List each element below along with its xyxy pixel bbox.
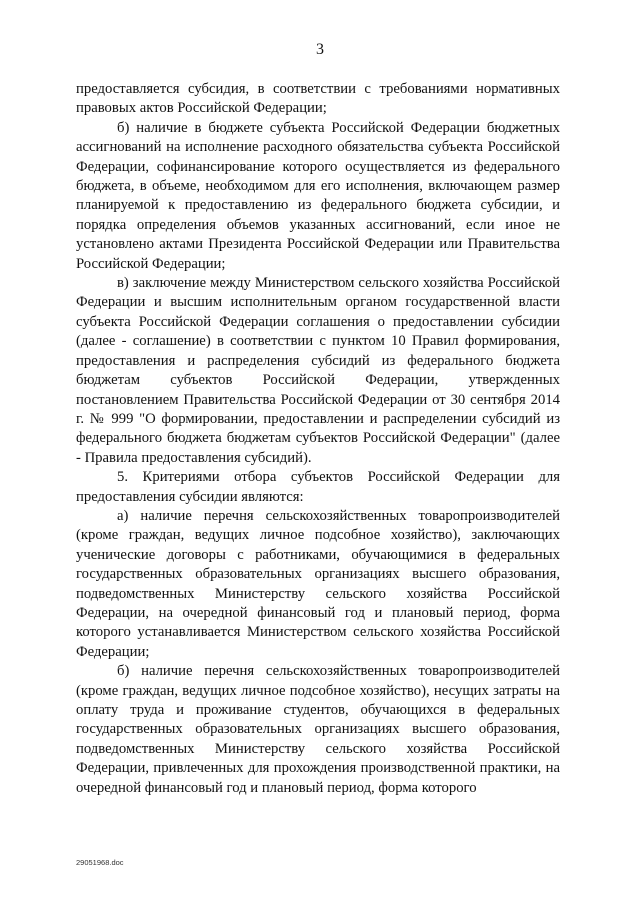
page-number: 3 — [316, 41, 324, 58]
paragraph: б) наличие в бюджете субъекта Российской Федерации бюджетных ассигнований на исполнение расходного обязательства субъекта Российской Федерации, софинансирование которого осуществляется из федерального бюджета, в объеме, необходимом для его исполнения, включающем размер планируемой к предоставлению из федерального бюджета субсидии, и порядка определения объемов указанных ассигнований, если иное не установлено актами Президента Российской Федерации или Правительства Российской Федерации; — [76, 119, 560, 272]
paragraph: предоставляется субсидия, в соответствии с требованиями нормативных правовых актов Российской Федерации; — [76, 81, 560, 117]
document-body — [76, 80, 560, 798]
paragraph: в) заключение между Министерством сельского хозяйства Российской Федерации и высшим исполнительным органом государственной власти субъекта Российской Федерации соглашения о предоставлении субсидии (далее - соглашение) в соответствии с пунктом 10 Правил формирования, предоставления и распределения субсидий из федерального бюджета бюджетам субъектов Российской Федерации, утвержденных постановлением Правительства Российской Федерации от 30 сентября 2014 г. № 999 "О формировании, предоставлении и распределении субсидий из федерального бюджета бюджетам субъектов Российской Федерации" (далее - Правила предоставления субсидий). — [76, 275, 560, 466]
document-footer-code: 29051968.doc — [76, 858, 124, 867]
paragraph: 5. Критериями отбора субъектов Российской Федерации для предоставления субсидии являются: — [76, 469, 560, 505]
paragraph: б) наличие перечня сельскохозяйственных товаропроизводителей (кроме граждан, ведущих личное подсобное хозяйство), несущих затраты на оплату труда и проживание студентов, обучающихся в федеральных государственных образовательных организациях высшего образования, подведомственных Министерству сельского хозяйства Российской Федерации, привлеченных для прохождения производственной практики, на очередной финансовый год и плановый период, форма которого — [76, 663, 560, 796]
paragraph: а) наличие перечня сельскохозяйственных товаропроизводителей (кроме граждан, ведущих личное подсобное хозяйство), заключающих ученические договоры с работниками, обучающимися в федеральных государственных образовательных организациях высшего образования, подведомственных Министерству сельского хозяйства Российской Федерации, на очередной финансовый год и плановый период, форма которого устанавливается Министерством сельского хозяйства Российской Федерации; — [76, 507, 560, 660]
